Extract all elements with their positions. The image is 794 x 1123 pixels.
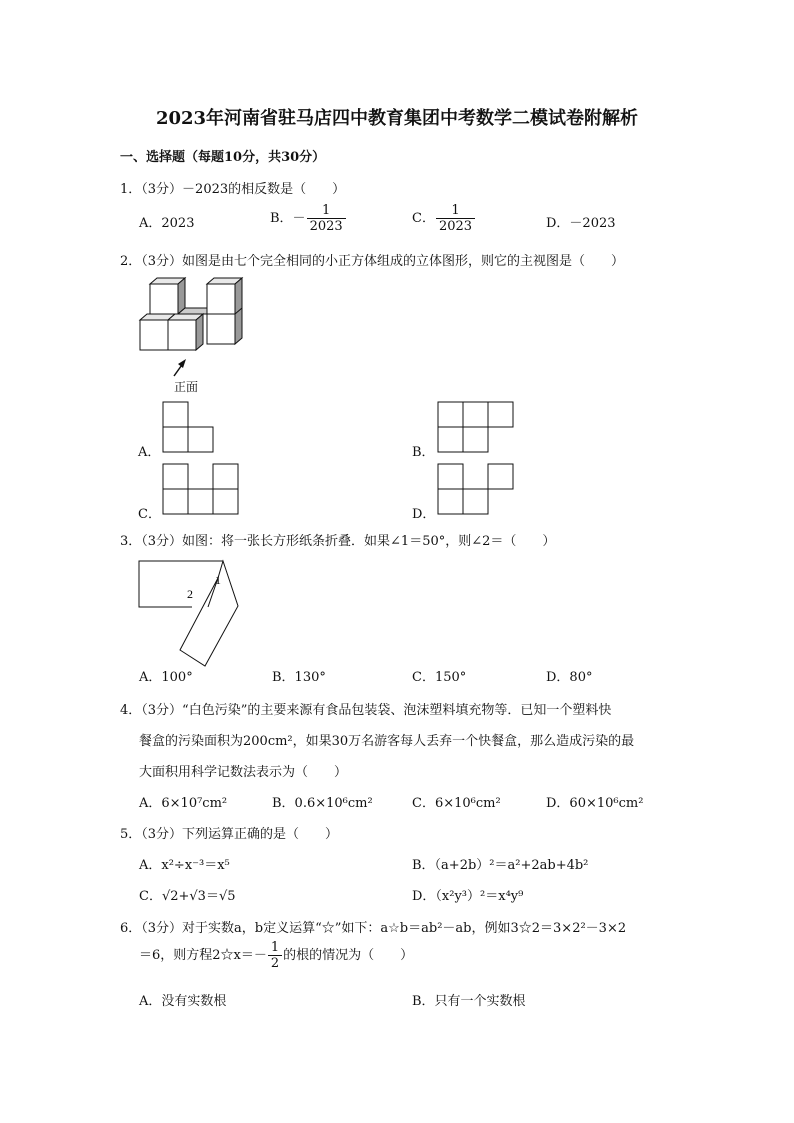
page-title: 2023年河南省驻马店四中教育集团中考数学二模试卷附解析 [155, 108, 639, 129]
q1-c-fraction: $\frac{1}{2023}$ [436, 203, 475, 234]
q2-option-b[interactable]: B． [412, 445, 435, 460]
q2-view-b [437, 401, 517, 453]
section-heading: 一、选择题（每题10分，共30分） [120, 150, 326, 165]
q5-option-d[interactable]: D．（x²y³）²＝x⁴y⁹ [412, 889, 524, 904]
q2-option-d[interactable]: D． [412, 507, 436, 522]
q4-option-b[interactable]: B．0.6×10⁶cm² [272, 796, 373, 811]
q1-option-b[interactable]: B．－ $\frac{1}{2023}$ [270, 203, 347, 234]
q3-option-b[interactable]: B．130° [272, 670, 326, 685]
q1-option-a[interactable]: A．2023 [139, 216, 195, 231]
q4-option-d[interactable]: D．60×10⁶cm² [546, 796, 644, 811]
q5-option-b[interactable]: B．（a+2b）²＝a²+2ab+4b² [412, 858, 589, 873]
q1-option-c[interactable]: C． $\frac{1}{2023}$ [412, 203, 476, 234]
q1-b-fraction: $\frac{1}{2023}$ [307, 203, 346, 234]
folded-strip-figure [138, 558, 248, 668]
q4-option-a[interactable]: A．6×10⁷cm² [139, 796, 228, 811]
q5-option-a[interactable]: A．x²÷x⁻³＝x⁵ [139, 858, 230, 873]
front-label: 正面 [174, 380, 199, 394]
q6-line1: 6．（3分）对于实数a，b定义运算“☆”如下：a☆b＝ab²－ab，例如3☆2＝3×2²－3×2 [120, 921, 627, 936]
q1-option-d[interactable]: D．－2023 [546, 216, 616, 231]
q6-option-b[interactable]: B．只有一个实数根 [412, 994, 526, 1009]
q4-line2: 餐盒的污染面积为200cm²，如果30万名游客每人丢弃一个快餐盒，那么造成污染的最 [139, 734, 635, 749]
q6-fraction: $\frac{1}{2}$ [268, 940, 282, 971]
q3-option-c[interactable]: C．150° [412, 670, 467, 685]
q5-option-c[interactable]: C．√2+√3＝√5 [139, 889, 236, 904]
q6-line2: ＝6，则方程2☆x＝－ $\frac{1}{2}$ 的根的情况为（ ） [139, 940, 414, 971]
q2-view-c [162, 463, 242, 515]
q3-stem: 3．（3分）如图：将一张长方形纸条折叠．如果∠1＝50°，则∠2＝（ ） [120, 534, 556, 549]
q2-option-a[interactable]: A． [138, 445, 161, 460]
q6-option-a[interactable]: A．没有实数根 [139, 994, 227, 1009]
q3-option-a[interactable]: A．100° [139, 670, 193, 685]
q1-stem: 1．（3分）－2023的相反数是（ ） [120, 182, 346, 197]
q2-view-d [437, 463, 517, 515]
q2-view-a [162, 401, 216, 453]
q2-stem: 2．（3分）如图是由七个完全相同的小正方体组成的立体图形，则它的主视图是（ ） [120, 254, 625, 269]
q4-line1: 4．（3分）“白色污染”的主要来源有食品包装袋、泡沫塑料填充物等．已知一个塑料快 [120, 703, 612, 718]
q4-line3: 大面积用科学记数法表示为（ ） [139, 765, 348, 780]
q3-option-d[interactable]: D．80° [546, 670, 593, 685]
angle-2-label: 2 [187, 587, 193, 601]
q5-stem: 5．（3分）下列运算正确的是（ ） [120, 827, 339, 842]
angle-1-label: 1 [215, 573, 221, 587]
q4-option-c[interactable]: C．6×10⁶cm² [412, 796, 501, 811]
q2-option-c[interactable]: C． [138, 507, 161, 522]
